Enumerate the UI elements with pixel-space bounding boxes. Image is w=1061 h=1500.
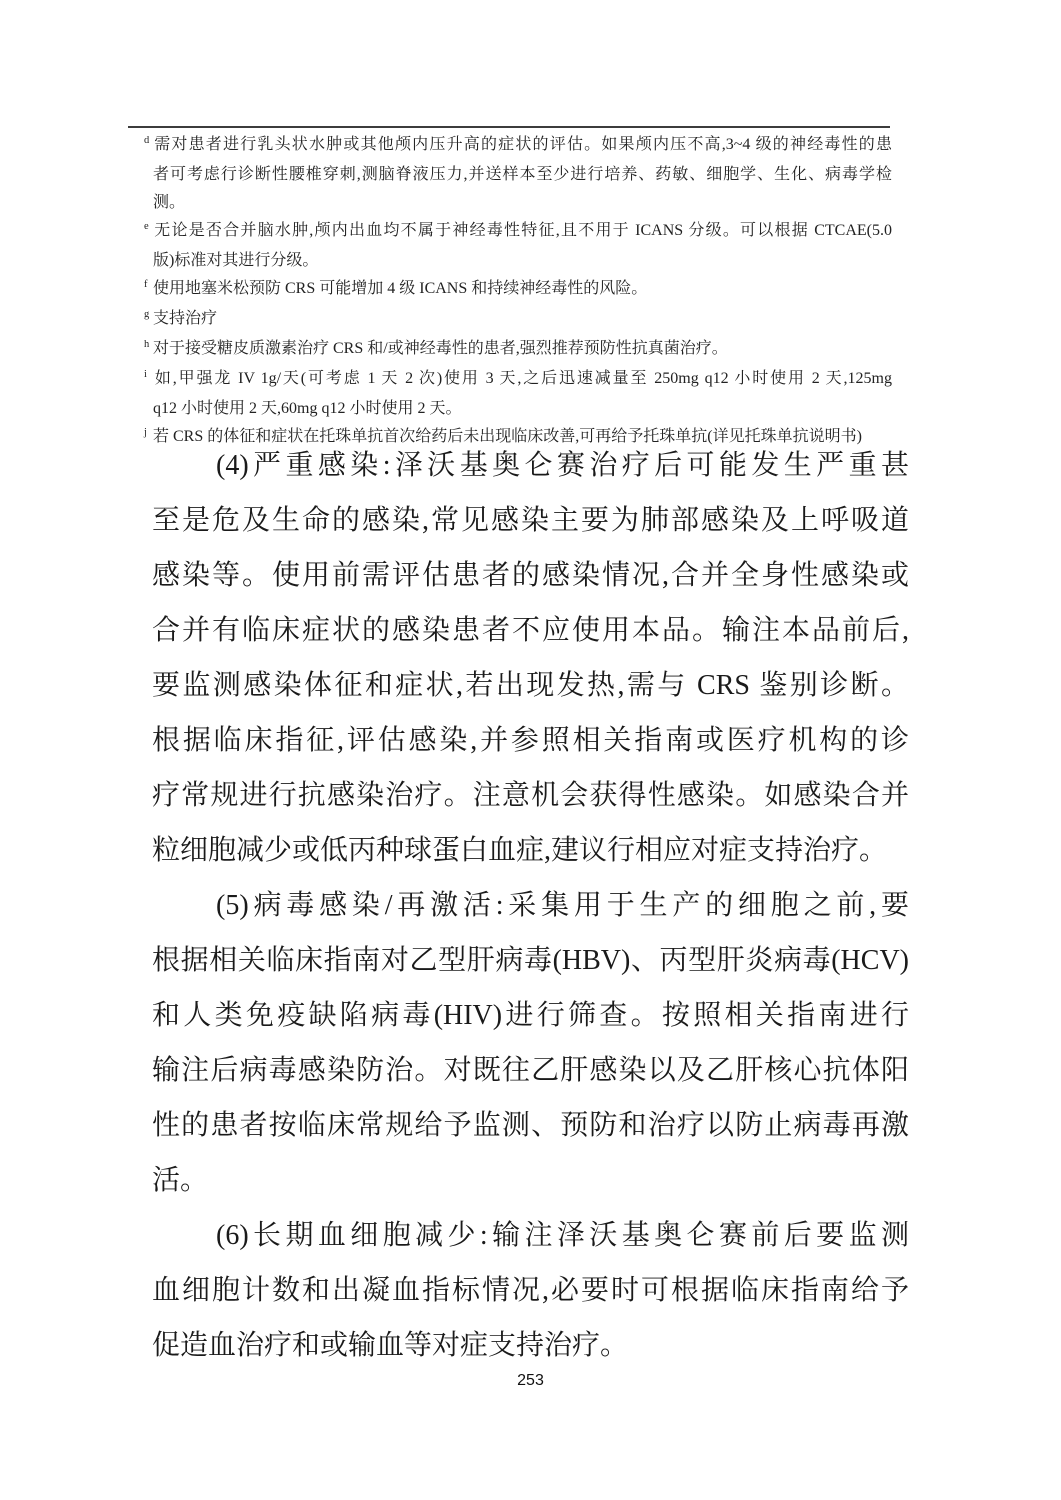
footnote-line: h 对于接受糖皮质激素治疗 CRS 和/或神经毒性的患者,强烈推荐预防性抗真菌治疗。 bbox=[144, 335, 892, 365]
page-number: 253 bbox=[517, 1372, 544, 1389]
text-line: 根据相关临床指南对乙型肝病毒(HBV)、丙型肝炎病毒(HCV) bbox=[152, 945, 909, 976]
body-section bbox=[152, 438, 909, 1373]
footnote-line: g 支持治疗 bbox=[144, 305, 892, 335]
footnote-line: f 使用地塞米松预防 CRS 可能增加 4 级 ICANS 和持续神经毒性的风险。 bbox=[144, 275, 892, 305]
footnote-line: i 如,甲强龙 IV 1g/天(可考虑 1 天 2 次)使用 3 天,之后迅速减量至 250mg q12 小时使用 2 天,125mg bbox=[144, 365, 892, 395]
text-line: (4)严重感染:泽沃基奥仑赛治疗后可能发生严重甚 bbox=[216, 450, 909, 481]
text-line: 活。 bbox=[152, 1165, 209, 1196]
footnote-marker: f bbox=[144, 279, 148, 290]
paragraph-6 bbox=[152, 1208, 909, 1373]
footnote-separator-line bbox=[128, 126, 890, 128]
footnote-marker: h bbox=[144, 339, 150, 350]
footnote-line: q12 小时使用 2 天,60mg q12 小时使用 2 天。 bbox=[153, 400, 462, 417]
text-line: 要监测感染体征和症状,若出现发热,需与 CRS 鉴别诊断。 bbox=[152, 670, 909, 701]
text-line: 至是危及生命的感染,常见感染主要为肺部感染及上呼吸道 bbox=[152, 505, 909, 536]
footnote-line: 版)标准对其进行分级。 bbox=[153, 252, 319, 269]
footnote-marker: j bbox=[144, 427, 147, 438]
text-line: 血细胞计数和出凝血指标情况,必要时可根据临床指南给予 bbox=[152, 1275, 909, 1306]
text-line: 性的患者按临床常规给予监测、预防和治疗以防止病毒再激 bbox=[152, 1110, 909, 1141]
footnote-marker: e bbox=[144, 221, 149, 232]
footnotes-section bbox=[144, 131, 892, 453]
footnote-line: 测。 bbox=[153, 194, 186, 211]
text-line: 感染等。使用前需评估患者的感染情况,合并全身性感染或 bbox=[152, 560, 909, 591]
footnote-line: 者可考虑行诊断性腰椎穿刺,测脑脊液压力,并送样本至少进行培养、药敏、细胞学、生化、病毒学检 bbox=[153, 166, 892, 183]
text-line: (5)病毒感染/再激活:采集用于生产的细胞之前,要 bbox=[216, 890, 909, 921]
paragraph-5 bbox=[152, 878, 909, 1208]
text-line: 根据临床指征,评估感染,并参照相关指南或医疗机构的诊 bbox=[152, 725, 909, 756]
text-line: 粒细胞减少或低丙种球蛋白血症,建议行相应对症支持治疗。 bbox=[152, 835, 888, 866]
text-line: 输注后病毒感染防治。对既往乙肝感染以及乙肝核心抗体阳 bbox=[152, 1055, 909, 1086]
footnote-marker: g bbox=[144, 309, 150, 320]
footnote-line: d 需对患者进行乳头状水肿或其他颅内压升高的症状的评估。如果颅内压不高,3~4 级的神经毒性的患 bbox=[144, 131, 892, 161]
footnote-line: e 无论是否合并脑水肿,颅内出血均不属于神经毒性特征,且不用于 ICANS 分级。可以根据 CTCAE(5.0 bbox=[144, 217, 892, 247]
text-line: 和人类免疫缺陷病毒(HIV)进行筛查。按照相关指南进行 bbox=[152, 1000, 909, 1031]
text-line: 疗常规进行抗感染治疗。注意机会获得性感染。如感染合并 bbox=[152, 780, 909, 811]
text-line: 合并有临床症状的感染患者不应使用本品。输注本品前后, bbox=[152, 615, 909, 646]
footnote-marker: d bbox=[144, 135, 150, 146]
paragraph-4 bbox=[152, 438, 909, 878]
footnote-line: j 若 CRS 的体征和症状在托珠单抗首次给药后未出现临床改善,可再给予托珠单抗(详见托珠单抗说明书) bbox=[144, 423, 892, 453]
text-line: 促造血治疗和或输血等对症支持治疗。 bbox=[152, 1330, 629, 1361]
text-line: (6)长期血细胞减少:输注泽沃基奥仑赛前后要监测 bbox=[216, 1220, 909, 1251]
footnote-marker: i bbox=[144, 369, 147, 380]
